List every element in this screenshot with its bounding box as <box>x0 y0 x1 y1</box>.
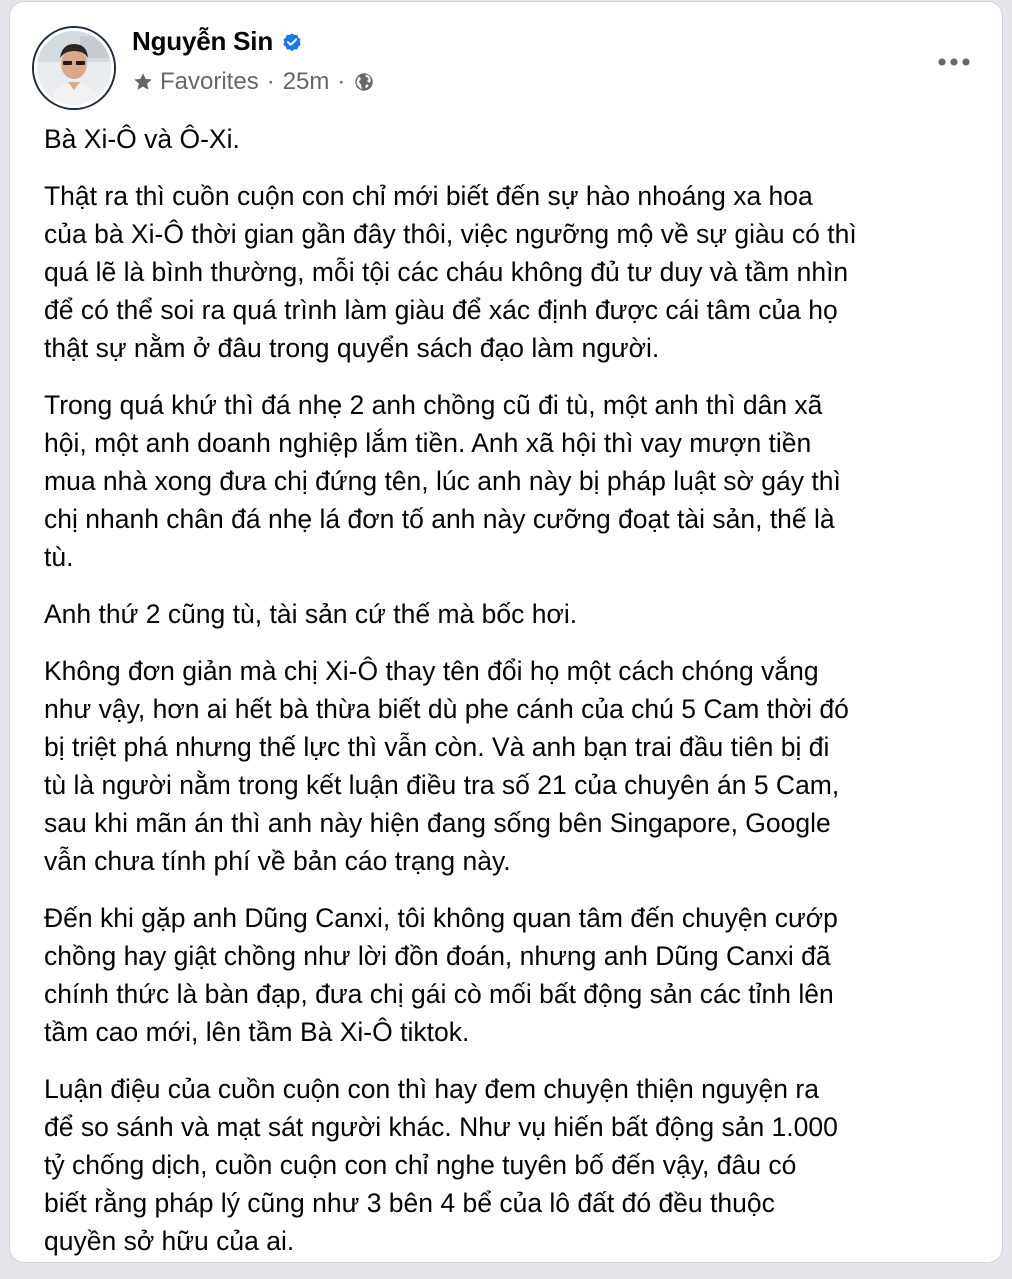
meta-separator: · <box>266 68 275 95</box>
post-text <box>44 120 974 1279</box>
post-paragraph: Anh thứ 2 cũng tù, tài sản cứ thế mà bốc hơi. <box>44 599 578 629</box>
post-paragraph: Đến khi gặp anh Dũng Canxi, tôi không quan tâm đến chuyện cướp chồng hay giật chồng như lời đồn đoán, nhưng anh Dũng Canxi đã chính thức là bàn đạp, đưa chị gái cò mối bất động sản các tỉnh lên tầm cao mới, lên tầm Bà Xi-Ô tiktok. <box>44 903 838 1047</box>
post-paragraph: Luận điệu của cuồn cuộn con thì hay đem chuyện thiện nguyện ra để so sánh và mạt sát người khác. Như vụ hiến bất động sản 1.000 tỷ chống dịch, cuồn cuộn con chỉ nghe tuyên bố đến vậy, đâu có biết rằng pháp lý cũng như 3 bên 4 bể của lô đất đó đều thuộc quyền sở hữu của ai. <box>44 1074 838 1256</box>
more-options-button[interactable] <box>930 42 978 82</box>
avatar-photo-icon <box>34 28 114 108</box>
globe-icon[interactable] <box>353 71 375 93</box>
author-row <box>132 26 303 57</box>
post-paragraph: Trong quá khứ thì đá nhẹ 2 anh chồng cũ đi tù, một anh thì dân xã hội, một anh doanh nghiệp lắm tiền. Anh xã hội thì vay mượn tiền mua nhà xong đưa chị đứng tên, lúc anh này bị pháp luật sờ gáy thì chị nhanh chân đá nhẹ lá đơn tố anh này cưỡng đoạt tài sản, thế là tù. <box>44 390 841 572</box>
post-paragraph: Không đơn giản mà chị Xi-Ô thay tên đổi họ một cách chóng vắng như vậy, hơn ai hết bà thừa biết dù phe cánh của chú 5 Cam thời đó bị triệt phá nhưng thế lực thì vẫn còn. Và anh bạn trai đầu tiên bị đi tù là người nằm trong kết luận điều tra số 21 của chuyên án 5 Cam, sau khi mãn án thì anh này hiện đang sống bên Singapore, Google vẫn chưa tính phí về bản cáo trạng này. <box>44 656 849 876</box>
audience-label[interactable]: Favorites <box>160 68 259 95</box>
avatar[interactable] <box>34 28 114 108</box>
post-card <box>10 2 1002 1262</box>
post-time[interactable]: 25m <box>282 68 330 95</box>
verified-badge-icon <box>281 31 303 53</box>
post-meta <box>132 68 375 96</box>
meta-separator-2: · <box>337 68 346 95</box>
post-header <box>34 24 978 110</box>
more-dots-icon <box>937 57 971 67</box>
post-paragraph: Thật ra thì cuồn cuộn con chỉ mới biết đến sự hào nhoáng xa hoa của bà Xi-Ô thời gian gần đây thôi, việc ngưỡng mộ về sự giàu có thì quá lẽ là bình thường, mỗi tội các cháu không đủ tư duy và tầm nhìn để có thể soi ra quá trình làm giàu để xác định được cái tâm của họ thật sự nằm ở đâu trong quyển sách đạo làm người. <box>44 181 857 363</box>
star-icon <box>132 71 154 93</box>
author-name[interactable]: Nguyễn Sin <box>132 26 274 56</box>
post-paragraph: Bà Xi-Ô và Ô-Xi. <box>44 124 240 154</box>
